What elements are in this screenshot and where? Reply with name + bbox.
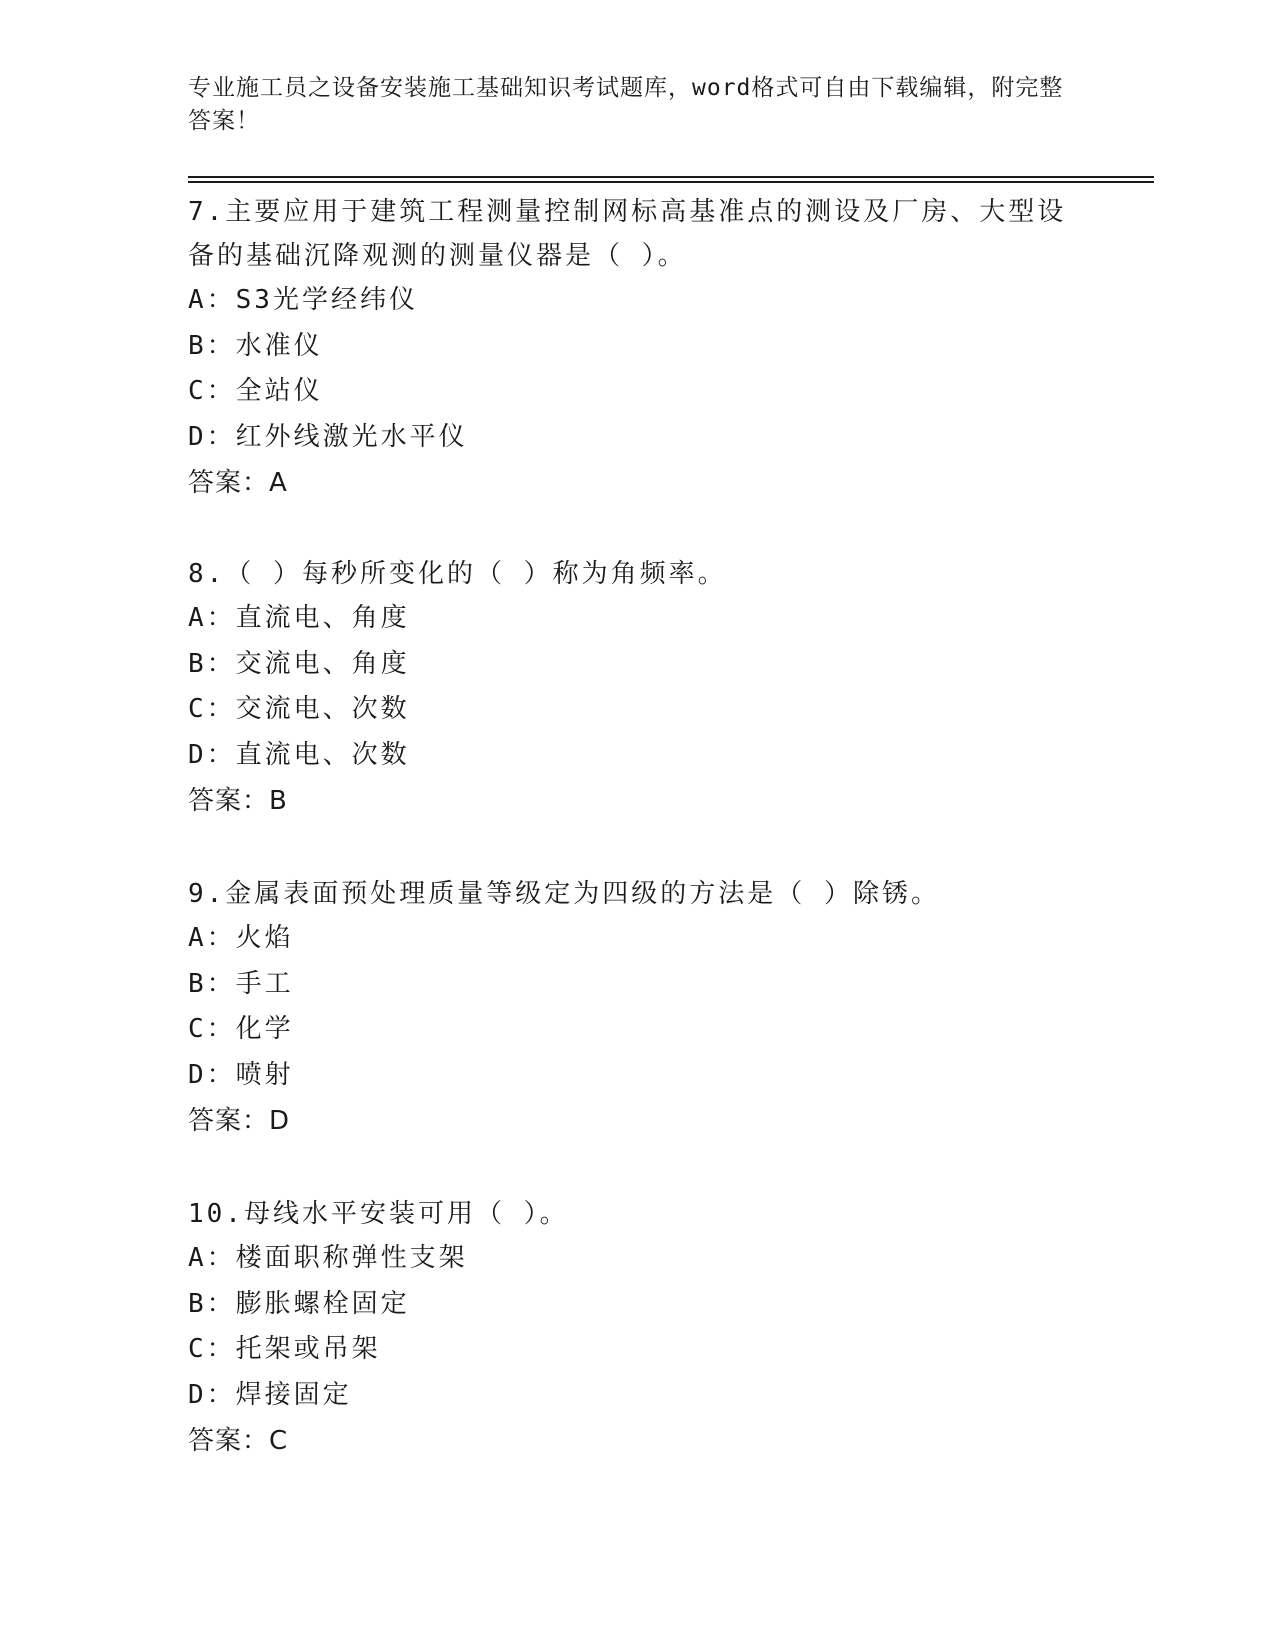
- option-d: D：焊接固定: [188, 1379, 352, 1410]
- answer: 答案：C: [188, 1426, 289, 1456]
- question-stem: 9.金属表面预处理质量等级定为四级的方法是（ ）除锈。: [188, 879, 940, 909]
- header-divider-top: [188, 176, 1154, 178]
- question-7: [188, 190, 1068, 506]
- answer: 答案：A: [188, 468, 288, 498]
- document-header: 专业施工员之设备安装施工基础知识考试题库，word格式可自由下载编辑，附完整答案！: [188, 75, 1064, 134]
- option-d: D：直流电、次数: [188, 739, 410, 770]
- question-9: [188, 872, 1068, 1144]
- option-c: C：化学: [188, 1014, 294, 1044]
- answer: 答案：B: [188, 786, 288, 816]
- option-b: B：水准仪: [188, 330, 323, 361]
- option-d: D：喷射: [188, 1059, 294, 1090]
- option-c: C：托架或吊架: [188, 1334, 381, 1364]
- option-d: D：红外线激光水平仪: [188, 421, 468, 452]
- option-b: B：膨胀螺栓固定: [188, 1288, 410, 1319]
- option-a: A：楼面职称弹性支架: [188, 1243, 468, 1273]
- question-stem: 7.主要应用于建筑工程测量控制网标高基准点的测设及厂房、大型设备的基础沉降观测的测量仪器是（ ）。: [188, 197, 1067, 271]
- option-a: A：S3光学经纬仪: [188, 285, 418, 315]
- option-c: C：全站仪: [188, 376, 323, 406]
- header-divider-bottom: [188, 181, 1154, 183]
- question-stem: 8.（ ）每秒所变化的（ ）称为角频率。: [188, 559, 727, 589]
- option-a: A：直流电、角度: [188, 603, 410, 633]
- question-8: [188, 552, 1068, 824]
- option-b: B：交流电、角度: [188, 648, 410, 679]
- question-10: [188, 1192, 1068, 1464]
- option-b: B：手工: [188, 968, 294, 999]
- answer: 答案：D: [188, 1106, 291, 1136]
- question-stem: 10.母线水平安装可用（ ）。: [188, 1199, 569, 1229]
- option-a: A：火焰: [188, 923, 294, 953]
- option-c: C：交流电、次数: [188, 694, 410, 724]
